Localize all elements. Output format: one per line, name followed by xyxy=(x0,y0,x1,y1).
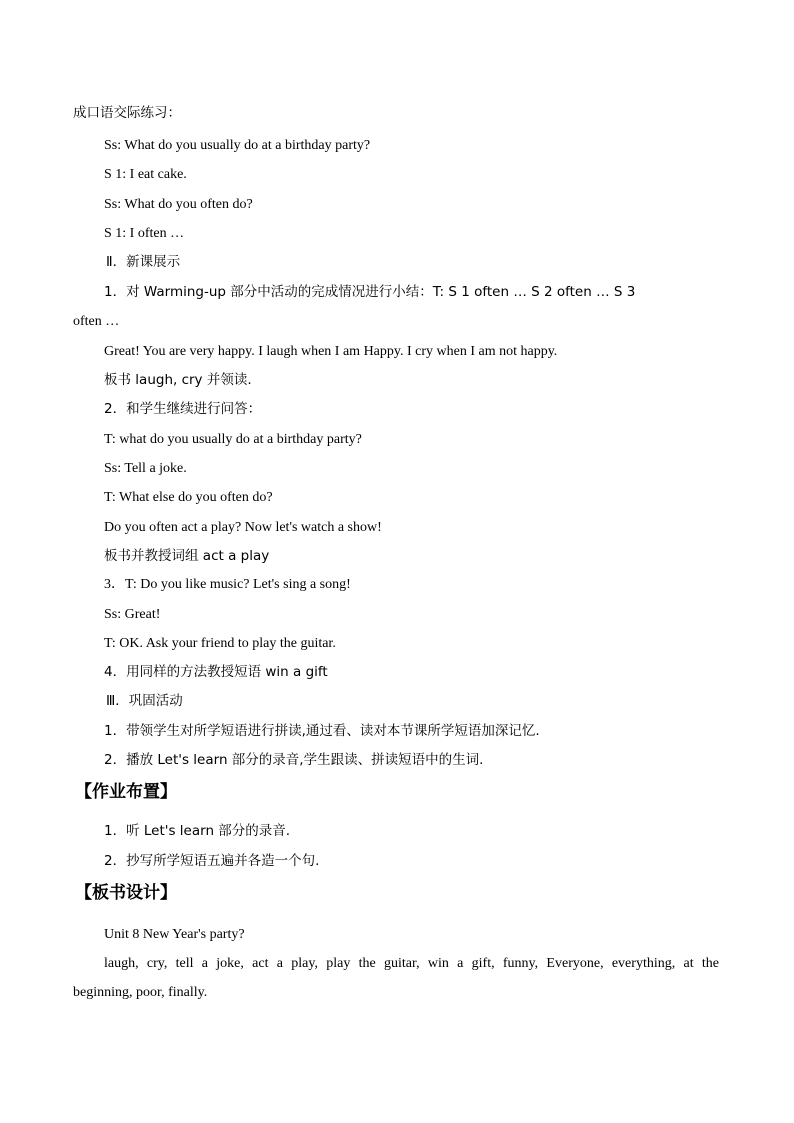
dialogue-line: Ss: What do you often do? xyxy=(104,197,253,212)
homework-item-1: 1．听 Let's learn 部分的录音. xyxy=(104,823,291,839)
dialogue-line: T: OK. Ask your friend to play the guitar. xyxy=(104,636,336,651)
dialogue-line: S 1: I eat cake. xyxy=(104,167,187,182)
consolidation-item-1: 1．带领学生对所学短语进行拼读,通过看、读对本节课所学短语加深记忆. xyxy=(104,723,540,739)
section-heading-consolidation: Ⅲ．巩固活动 xyxy=(106,693,183,709)
step-4-line: 4．用同样的方法教授短语 win a gift xyxy=(104,664,328,680)
step-1-line: 1．对 Warming-up 部分中活动的完成情况进行小结：T: S 1 often … S 2 often … S 3 xyxy=(104,284,636,300)
section-heading-new-lesson: Ⅱ．新课展示 xyxy=(106,254,181,270)
board-design-heading: 【板书设计】 xyxy=(75,883,177,903)
dialogue-line: T: What else do you often do? xyxy=(104,490,273,505)
board-design-title: Unit 8 New Year's party? xyxy=(104,927,245,942)
dialogue-line: T: what do you usually do at a birthday party? xyxy=(104,432,362,447)
homework-heading: 【作业布置】 xyxy=(75,782,177,802)
consolidation-item-2: 2．播放 Let's learn 部分的录音,学生跟读、拼读短语中的生词. xyxy=(104,752,484,768)
step-1-continuation: often … xyxy=(73,314,120,329)
dialogue-line: Great! You are very happy. I laugh when I am Happy. I cry when I am not happy. xyxy=(104,344,558,359)
dialogue-line: Ss: Great! xyxy=(104,607,161,622)
step-2-line: 2．和学生继续进行问答： xyxy=(104,401,262,417)
step-3-line: 3．T: Do you like music? Let's sing a song! xyxy=(104,577,351,592)
board-design-words-line-1: laugh, cry, tell a joke, act a play, play the guitar, win a gift, funny, Everyone, everything, at the xyxy=(104,956,719,971)
board-note-line: 板书并教授词组 act a play xyxy=(104,548,270,564)
dialogue-line: Do you often act a play? Now let's watch a show! xyxy=(104,520,382,535)
homework-item-2: 2．抄写所学短语五遍并各造一个句. xyxy=(104,853,320,869)
dialogue-line: Ss: What do you usually do at a birthday party? xyxy=(104,138,371,153)
dialogue-line: Ss: Tell a joke. xyxy=(104,461,187,476)
text-line: 成口语交际练习： xyxy=(73,105,181,121)
dialogue-line: S 1: I often … xyxy=(104,226,185,241)
board-note-line: 板书 laugh, cry 并领读. xyxy=(104,372,252,388)
board-design-words-line-2: beginning, poor, finally. xyxy=(73,985,208,1000)
